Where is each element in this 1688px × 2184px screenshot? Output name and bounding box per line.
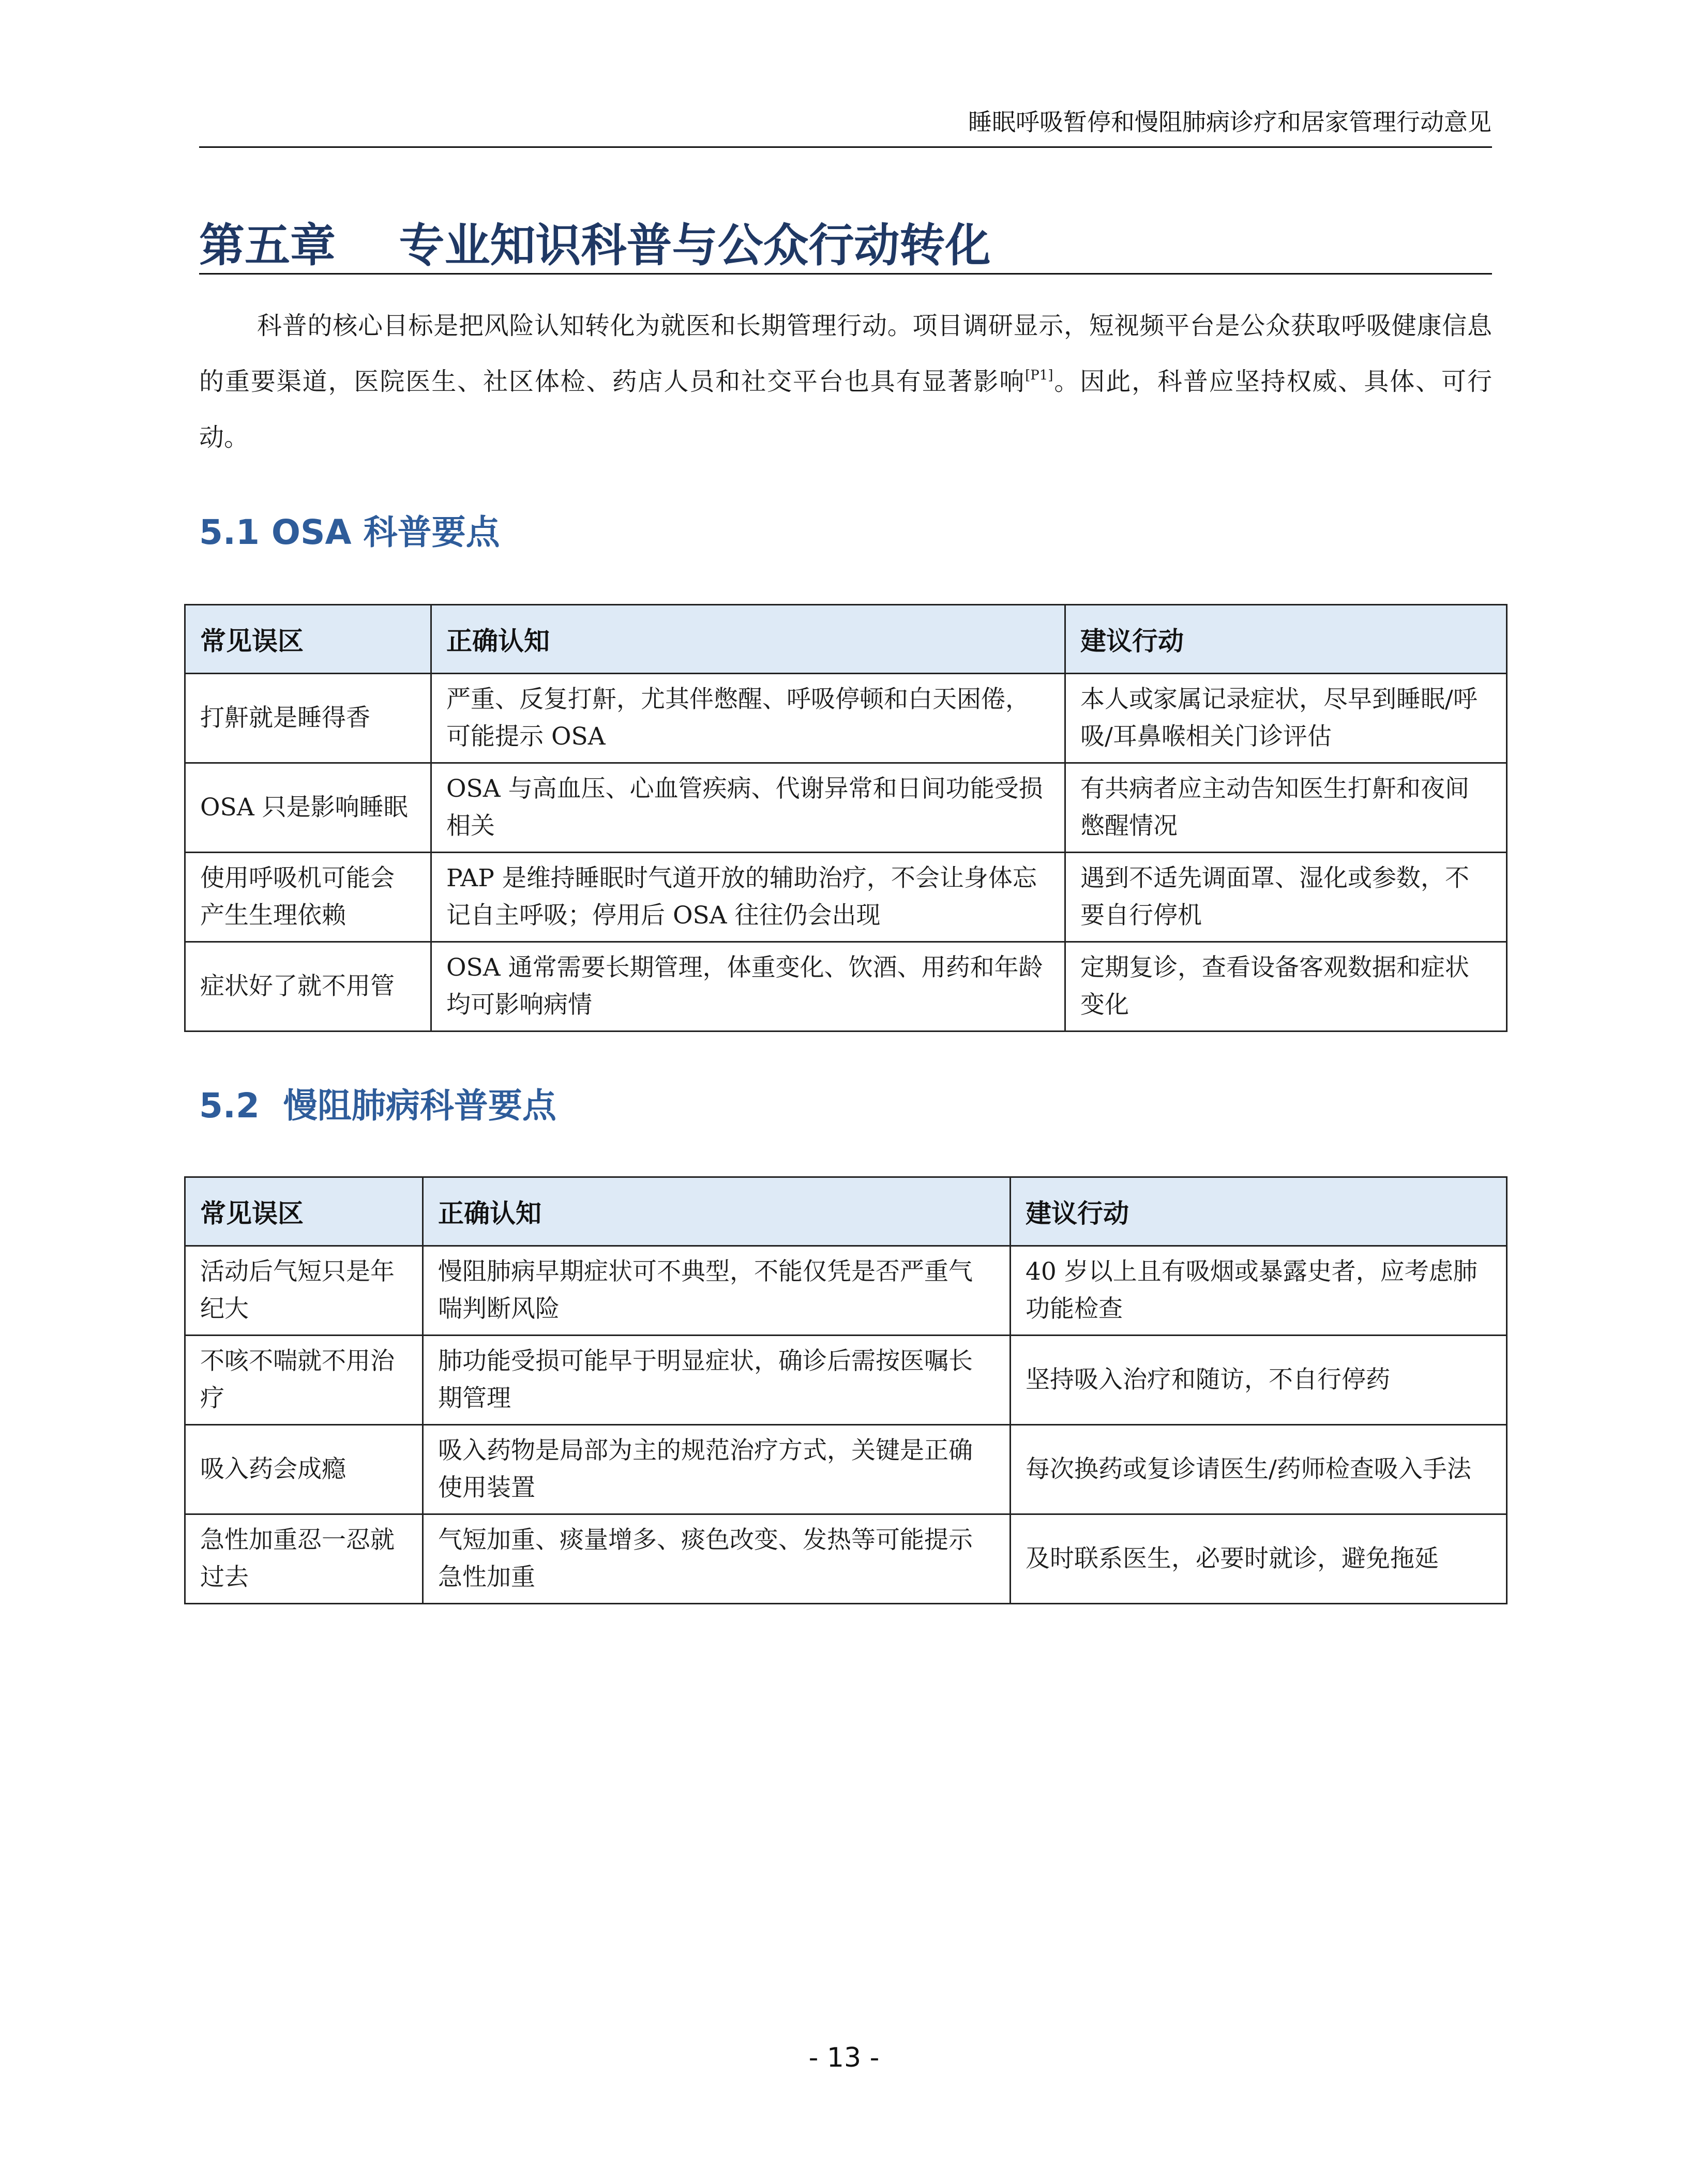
- understanding-cell: 严重、反复打鼾，尤其伴憋醒、呼吸停顿和白天困倦，可能提示 OSA: [431, 674, 1065, 763]
- misconception-cell: 症状好了就不用管: [185, 942, 431, 1032]
- action-cell: 及时联系医生，必要时就诊，避免拖延: [1011, 1514, 1507, 1604]
- misconception-cell: 吸入药会成瘾: [185, 1425, 423, 1514]
- page-number: - 13 -: [808, 2042, 880, 2073]
- table-row: [185, 1425, 1507, 1514]
- table-row: [185, 1246, 1507, 1336]
- chapter-divider: [199, 273, 1492, 275]
- misconception-cell: 活动后气短只是年纪大: [185, 1246, 423, 1336]
- understanding-cell: 慢阻肺病早期症状可不典型，不能仅凭是否严重气喘判断风险: [423, 1246, 1011, 1336]
- table-header-row: [185, 605, 1507, 674]
- running-header: 睡眠呼吸暂停和慢阻肺病诊疗和居家管理行动意见: [968, 108, 1491, 136]
- table-row: [185, 763, 1507, 853]
- intro-paragraph: [199, 298, 1492, 465]
- table-row: [185, 853, 1507, 942]
- table-row: [185, 1336, 1507, 1425]
- column-header-misconception: 常见误区: [185, 1177, 423, 1246]
- misconception-cell: 打鼾就是睡得香: [185, 674, 431, 763]
- misconception-cell: 不咳不喘就不用治疗: [185, 1336, 423, 1425]
- header-divider: [199, 146, 1492, 148]
- citation-marker: [P1]: [1025, 368, 1053, 383]
- table-header-row: [185, 1177, 1507, 1246]
- table-row: [185, 1514, 1507, 1604]
- osa-table: [184, 604, 1508, 1032]
- misconception-cell: OSA 只是影响睡眠: [185, 763, 431, 853]
- section-title-osa: 5.1 OSA 科普要点: [199, 512, 500, 552]
- understanding-cell: PAP 是维持睡眠时气道开放的辅助治疗，不会让身体忘记自主呼吸；停用后 OSA 往往仍会出现: [431, 853, 1065, 942]
- understanding-cell: 吸入药物是局部为主的规范治疗方式，关键是正确使用装置: [423, 1425, 1011, 1514]
- action-cell: 坚持吸入治疗和随访，不自行停药: [1011, 1336, 1507, 1425]
- understanding-cell: 气短加重、痰量增多、痰色改变、发热等可能提示急性加重: [423, 1514, 1011, 1604]
- column-header-correct-understanding: 正确认知: [431, 605, 1065, 674]
- misconception-cell: 使用呼吸机可能会产生生理依赖: [185, 853, 431, 942]
- understanding-cell: OSA 通常需要长期管理，体重变化、饮酒、用药和年龄均可影响病情: [431, 942, 1065, 1032]
- copd-table: [184, 1176, 1508, 1604]
- table-row: [185, 942, 1507, 1032]
- understanding-cell: OSA 与高血压、心血管疾病、代谢异常和日间功能受损相关: [431, 763, 1065, 853]
- column-header-suggested-action: 建议行动: [1011, 1177, 1507, 1246]
- section-title-copd: 5.2 慢阻肺病科普要点: [199, 1086, 556, 1126]
- action-cell: 遇到不适先调面罩、湿化或参数，不要自行停机: [1065, 853, 1507, 942]
- chapter-title: 第五章 专业知识科普与公众行动转化: [199, 219, 991, 272]
- column-header-misconception: 常见误区: [185, 605, 431, 674]
- table-row: [185, 674, 1507, 763]
- action-cell: 本人或家属记录症状，尽早到睡眠/呼吸/耳鼻喉相关门诊评估: [1065, 674, 1507, 763]
- intro-text-before: 科普的核心目标是把风险认知转化为就医和长期管理行动。项目调研显示，短视频平台是公众获取呼吸健康信息的重要渠道，医院医生、社区体检、药店人员和社交平台也具有显著影响: [199, 311, 1492, 396]
- column-header-suggested-action: 建议行动: [1065, 605, 1507, 674]
- action-cell: 每次换药或复诊请医生/药师检查吸入手法: [1011, 1425, 1507, 1514]
- action-cell: 定期复诊，查看设备客观数据和症状变化: [1065, 942, 1507, 1032]
- action-cell: 有共病者应主动告知医生打鼾和夜间憋醒情况: [1065, 763, 1507, 853]
- understanding-cell: 肺功能受损可能早于明显症状，确诊后需按医嘱长期管理: [423, 1336, 1011, 1425]
- intro-text-after: 。因此，科普应坚持权威、具体、可行动。: [199, 367, 1492, 452]
- misconception-cell: 急性加重忍一忍就过去: [185, 1514, 423, 1604]
- column-header-correct-understanding: 正确认知: [423, 1177, 1011, 1246]
- action-cell: 40 岁以上且有吸烟或暴露史者，应考虑肺功能检查: [1011, 1246, 1507, 1336]
